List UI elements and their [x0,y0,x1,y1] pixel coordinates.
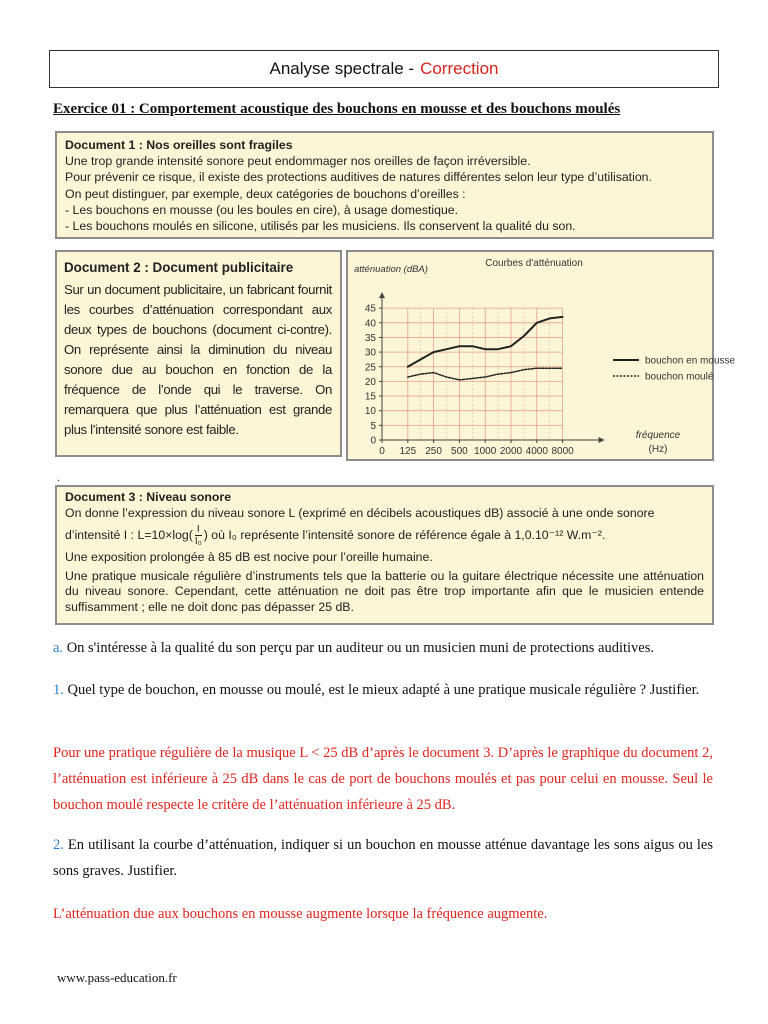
doc1-line: Pour prévenir ce risque, il existe des protections auditives de natures différentes selon leur type d’utilisation. [65,170,652,185]
question-2-number: 2. [53,837,64,853]
separator-dot: . [57,470,60,484]
x-tick-label: 4000 [525,446,548,457]
chart-title: Courbes d'atténuation [485,258,583,269]
doc1-heading: Document 1 : Nos oreilles sont fragiles [65,138,293,152]
y-tick-label: 10 [364,406,376,418]
fraction-denominator: I₀ [194,536,202,547]
y-tick-label: 45 [364,303,376,315]
formula-fraction [195,524,202,547]
question-1-number: 1. [53,682,64,698]
document-1 [55,131,714,239]
x-tick-label: 500 [451,446,468,457]
x-tick-label: 250 [425,446,442,457]
x-tick-label: 1000 [474,446,497,457]
page-title-box [49,50,719,88]
document-2 [55,250,342,457]
attenuation-chart [348,252,736,459]
intro-label: a. [53,640,64,656]
doc3-line: Une exposition prolongée à 85 dB est nocive pour l’oreille humaine. [65,550,433,564]
y-axis-label: atténuation (dBA) [354,264,428,275]
intro-text: On s'intéresse à la qualité du son perçu par un auditeur ou un musicien muni de protections auditives. [63,640,654,656]
answer-1: Pour une pratique régulière de la musique L < 25 dB d’après le document 3. D’après le graphique du document 2, l’atténuation est inférieure à 25 dB dans le cas de port de bouchons moulés et pas pour celui en mousse. Seul le bouchon moulé respecte le critère de l’atténuation inférieure à 25 dB. [53,745,713,813]
intro-paragraph [53,635,713,661]
exercise-title: Exercice 01 : Comportement acoustique des bouchons en mousse et des bouchons moulés [53,101,621,117]
legend-label: bouchon moulé [645,371,714,383]
y-tick-label: 25 [364,362,376,374]
fraction-numerator: I [195,524,202,536]
x-tick-label: 0 [379,446,385,457]
doc3-line: On donne l’expression du niveau sonore L (exprimé en décibels acoustiques dB) associé à une onde sonore [65,505,655,520]
attenuation-chart-panel [346,250,736,461]
doc3-heading: Document 3 : Niveau sonore [65,490,232,504]
x-axis-unit: (Hz) [648,444,668,455]
page-title: Analyse spectrale - [269,59,415,78]
y-tick-label: 20 [364,376,376,388]
x-axis-label: fréquence [635,430,681,441]
question-1 [53,677,713,703]
y-tick-label: 40 [364,318,376,330]
doc3-formula-post: ) où I₀ représente l’intensité sonore de référence égale à 1,0.10⁻¹² W.m⁻². [203,527,606,542]
doc3-line: Une pratique musicale régulière d’instruments tels que la batterie ou la guitare électrique nécessite une atténuation du niveau sonore. Cependant, cette atténuation ne doit pas être trop importante afin que le musicien entende suffisamment ; elle ne doit donc pas dépasser 25 dB. [65,568,704,614]
y-axis-arrow [379,292,385,298]
doc1-line: Une trop grande intensité sonore peut endommager nos oreilles de façon irréversible. [65,154,531,169]
doc1-line: On peut distinguer, par exemple, deux catégories de bouchons d’oreilles : [65,186,466,201]
doc3-formula-pre: d’intensité I : L=10×log( [65,527,193,542]
doc2-heading: Document 2 : Document publicitaire [64,260,294,275]
y-tick-label: 35 [364,332,376,344]
y-tick-label: 5 [370,420,376,432]
doc3-formula-line [65,524,704,547]
y-tick-label: 15 [364,391,376,403]
footer-url: www.pass-education.fr [57,970,177,985]
y-tick-label: 30 [364,347,376,359]
question-2 [53,832,713,884]
x-tick-label: 8000 [551,446,574,457]
doc2-text: Sur un document publicitaire, un fabricant fournit les courbes d’atténuation correspondant aux deux types de bouchons (document ci-contre). On représente ainsi la diminution du niveau sonore due au bouchon en fonction de la fréquence de l’onde qui le traverse. On remarquera que plus l’atténuation est grande plus l’intensité sonore est faible. [64,282,332,437]
x-tick-label: 2000 [499,446,523,457]
doc1-line: - Les bouchons moulés en silicone, utilisés par les musiciens. Ils conservent la qualité du son. [65,219,576,234]
x-axis-arrow [599,437,605,443]
page-title-accent: Correction [420,59,499,78]
answer-2: L’atténuation due aux bouchons en mousse augmente lorsque la fréquence augmente. [53,906,548,922]
legend-label: bouchon en mousse [645,355,736,367]
x-tick-label: 125 [399,446,417,457]
y-tick-label: 0 [370,435,376,447]
doc1-line: - Les bouchons en mousse (ou les boules en cire), à usage domestique. [65,202,459,217]
question-1-text: Quel type de bouchon, en mousse ou moulé, est le mieux adapté à une pratique musicale régulière ? Justifier. [63,682,700,698]
question-2-text: En utilisant la courbe d’atténuation, indiquer si un bouchon en mousse atténue davantage les sons aigus ou les sons graves. Justifier. [53,837,713,879]
document-3 [55,485,714,625]
